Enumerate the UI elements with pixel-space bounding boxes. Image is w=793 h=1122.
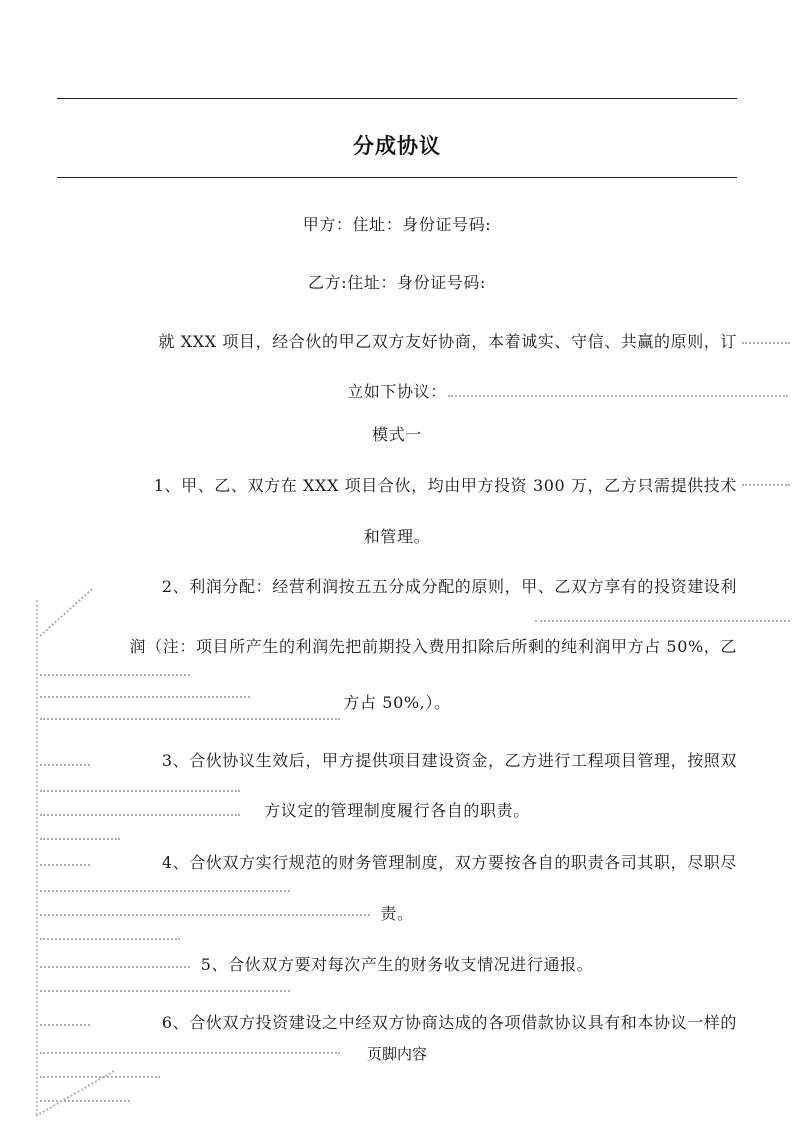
- clause-2-line-2: 润（注：项目所产生的利润先把前期投入费用扣除后所剩的纯利润甲方占 50%，乙: [129, 637, 737, 656]
- dotted-leader: [40, 990, 290, 992]
- dotted-leader: [40, 718, 340, 720]
- party-a-line: 甲方：住址：身份证号码:: [302, 215, 492, 234]
- dotted-leader: [40, 838, 120, 840]
- clause-4-line-1: 4、合伙双方实行规范的财务管理制度，双方要按各自的职责各司其职，尽职尽: [161, 853, 737, 872]
- clause-5-line-1: 5、合伙双方要对每次产生的财务收支情况进行通报。: [200, 955, 594, 974]
- header-rule-bottom: [57, 177, 737, 178]
- page-footer: 页脚内容: [366, 1045, 427, 1063]
- dotted-leader: [40, 1024, 90, 1026]
- dotted-leader: [448, 395, 788, 397]
- clause-3-line-2: 方议定的管理制度履行各自的职责。: [264, 801, 530, 820]
- dotted-leader: [40, 764, 90, 766]
- dotted-leader: [40, 864, 90, 866]
- clause-1-line-2: 和管理。: [363, 527, 431, 546]
- clause-1-line-1: 1、甲、乙、双方在 XXX 项目合伙，均由甲方投资 300 万，乙方只需提供技术: [153, 476, 737, 495]
- dotted-leader: [40, 696, 250, 698]
- dotted-leader: [36, 600, 38, 1115]
- dotted-leader: [40, 938, 180, 940]
- dotted-leader: [40, 790, 240, 792]
- dotted-leader: [40, 814, 240, 816]
- party-b-line: 乙方:住址：身份证号码:: [308, 273, 486, 292]
- clause-3-line-1: 3、合伙协议生效后，甲方提供项目建设资金，乙方进行工程项目管理，按照双: [161, 751, 737, 770]
- clause-2-line-1: 2、利润分配：经营利润按五五分成分配的原则，甲、乙双方享有的投资建设利: [161, 577, 737, 596]
- dotted-leader: [40, 914, 370, 916]
- dotted-leader: [742, 484, 790, 486]
- clause-6-line-1: 6、合伙双方投资建设之中经双方协商达成的各项借款协议具有和本协议一样的: [161, 1013, 737, 1032]
- intro-line-2: 立如下协议：: [347, 382, 447, 401]
- dotted-leader: [40, 966, 190, 968]
- mode-heading: 模式一: [372, 425, 422, 444]
- clause-4-line-2: 责。: [380, 904, 414, 923]
- dotted-leader: [40, 1052, 340, 1054]
- document-title: 分成协议: [353, 134, 441, 158]
- clause-2-line-3: 方占 50%,）。: [343, 693, 451, 712]
- dotted-leader: [535, 620, 790, 622]
- dotted-leader: [742, 342, 790, 344]
- dotted-leader: [40, 1100, 130, 1102]
- dotted-leader: [40, 674, 190, 676]
- intro-line-1: 就 XXX 项目，经合伙的甲乙双方友好协商，本着诚实、守信、共赢的原则，订: [158, 332, 737, 351]
- header-rule-top: [57, 98, 737, 99]
- dotted-leader: [40, 890, 290, 892]
